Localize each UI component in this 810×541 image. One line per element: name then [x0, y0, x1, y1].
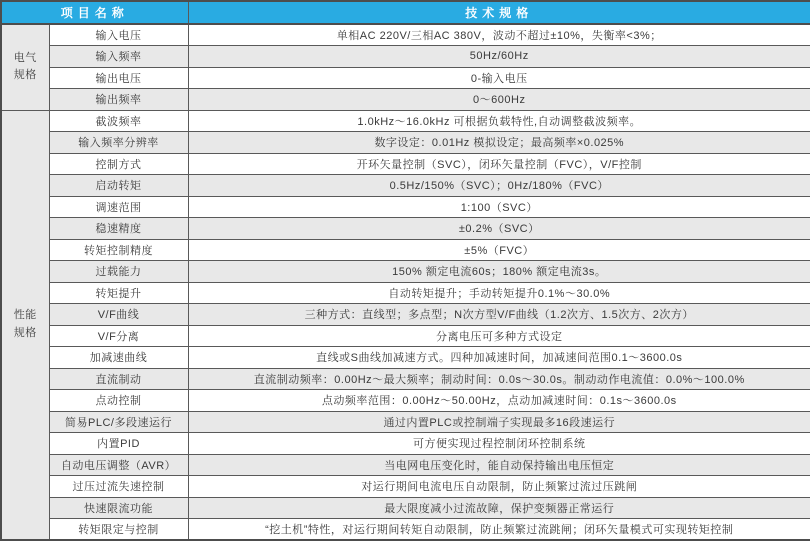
row-value-cell: 三种方式：直线型；多点型；N次方型V/F曲线（1.2次方、1.5次方、2次方）	[188, 304, 810, 326]
table-row	[1, 153, 810, 175]
table-row	[1, 454, 810, 476]
row-label-cell: 稳速精度	[49, 218, 188, 240]
row-label-cell: 输入频率	[49, 46, 188, 68]
row-label-cell: 直流制动	[49, 368, 188, 390]
table-row	[1, 347, 810, 369]
group-label-electrical	[1, 24, 49, 110]
row-value-cell: 直线或S曲线加减速方式。四种加减速时间，加减速间范围0.1～3600.0s	[188, 347, 810, 369]
header-row	[1, 1, 810, 24]
row-value-cell: 150% 额定电流60s；180% 额定电流3s。	[188, 261, 810, 283]
table-row	[1, 368, 810, 390]
row-value-cell: ±5%（FVC）	[188, 239, 810, 261]
row-label-cell: 输入频率分辨率	[49, 132, 188, 154]
row-label-cell: 快速限流功能	[49, 497, 188, 519]
header-cell-tech-spec: 技术规格	[188, 1, 810, 24]
table-row	[1, 390, 810, 412]
row-value-cell: 最大限度减小过流故障，保护变频器正常运行	[188, 497, 810, 519]
table-row	[1, 67, 810, 89]
row-label-cell: 转矩提升	[49, 282, 188, 304]
row-label-cell: 控制方式	[49, 153, 188, 175]
spec-table-body	[1, 24, 810, 540]
table-row	[1, 497, 810, 519]
row-label-cell: V/F曲线	[49, 304, 188, 326]
spec-table-header	[1, 1, 810, 24]
row-value-cell: 0～600Hz	[188, 89, 810, 111]
row-label-cell: 加减速曲线	[49, 347, 188, 369]
row-label-cell: 过压过流失速控制	[49, 476, 188, 498]
row-label-cell: V/F分离	[49, 325, 188, 347]
row-label-cell: 自动电压调整（AVR）	[49, 454, 188, 476]
table-row	[1, 196, 810, 218]
table-row	[1, 282, 810, 304]
row-value-cell: 1:100（SVC）	[188, 196, 810, 218]
row-label-cell: 转矩限定与控制	[49, 519, 188, 541]
header-cell-project-name: 项目名称	[1, 1, 188, 24]
row-value-cell: 可方便实现过程控制闭环控制系统	[188, 433, 810, 455]
row-value-cell: 单相AC 220V/三相AC 380V，波动不超过±10%，失衡率<3%；	[188, 24, 810, 46]
row-value-cell: 对运行期间电流电压自动限制，防止频繁过流过压跳闸	[188, 476, 810, 498]
table-row	[1, 476, 810, 498]
table-row	[1, 433, 810, 455]
table-row	[1, 46, 810, 68]
table-row	[1, 89, 810, 111]
row-value-cell: 开环矢量控制（SVC），闭环矢量控制（FVC），V/F控制	[188, 153, 810, 175]
table-row	[1, 110, 810, 132]
row-value-cell: 通过内置PLC或控制端子实现最多16段速运行	[188, 411, 810, 433]
row-value-cell: 50Hz/60Hz	[188, 46, 810, 68]
row-label-cell: 启动转矩	[49, 175, 188, 197]
table-row	[1, 325, 810, 347]
row-label-cell: 简易PLC/多段速运行	[49, 411, 188, 433]
row-value-cell: 0-输入电压	[188, 67, 810, 89]
group-label-performance	[1, 110, 49, 540]
row-label-cell: 输出电压	[49, 67, 188, 89]
row-value-cell: 自动转矩提升；手动转矩提升0.1%～30.0%	[188, 282, 810, 304]
group-label-line: 规格	[13, 326, 37, 339]
table-row	[1, 411, 810, 433]
row-label-cell: 点动控制	[49, 390, 188, 412]
table-row	[1, 218, 810, 240]
row-label-cell: 调速范围	[49, 196, 188, 218]
table-row	[1, 24, 810, 46]
row-label-cell: 内置PID	[49, 433, 188, 455]
table-row	[1, 261, 810, 283]
table-row	[1, 132, 810, 154]
row-label-cell: 输入电压	[49, 24, 188, 46]
row-label-cell: 截波频率	[49, 110, 188, 132]
row-value-cell: 分离电压可多种方式设定	[188, 325, 810, 347]
row-label-cell: 过载能力	[49, 261, 188, 283]
row-label-cell: 输出频率	[49, 89, 188, 111]
group-label-line: 性能	[13, 309, 37, 322]
row-value-cell: 1.0kHz～16.0kHz 可根据负载特性,自动调整截波频率。	[188, 110, 810, 132]
table-row	[1, 175, 810, 197]
row-label-cell: 转矩控制精度	[49, 239, 188, 261]
row-value-cell: 数字设定：0.01Hz 模拟设定；最高频率×0.025%	[188, 132, 810, 154]
row-value-cell: 直流制动频率：0.00Hz～最大频率；制动时间：0.0s～30.0s。制动动作电流值：0.0%～100.0%	[188, 368, 810, 390]
group-label-line: 规格	[13, 69, 37, 82]
row-value-cell: “挖土机”特性，对运行期间转矩自动限制，防止频繁过流跳闸；闭环矢量模式可实现转矩控制	[188, 519, 810, 541]
table-row	[1, 519, 810, 541]
row-value-cell: ±0.2%（SVC）	[188, 218, 810, 240]
group-label-line: 电气	[13, 51, 37, 64]
table-row	[1, 304, 810, 326]
row-value-cell: 点动频率范围：0.00Hz～50.00Hz，点动加减速时间：0.1s～3600.0s	[188, 390, 810, 412]
table-row	[1, 239, 810, 261]
row-value-cell: 0.5Hz/150%（SVC）；0Hz/180%（FVC）	[188, 175, 810, 197]
row-value-cell: 当电网电压变化时，能自动保持输出电压恒定	[188, 454, 810, 476]
